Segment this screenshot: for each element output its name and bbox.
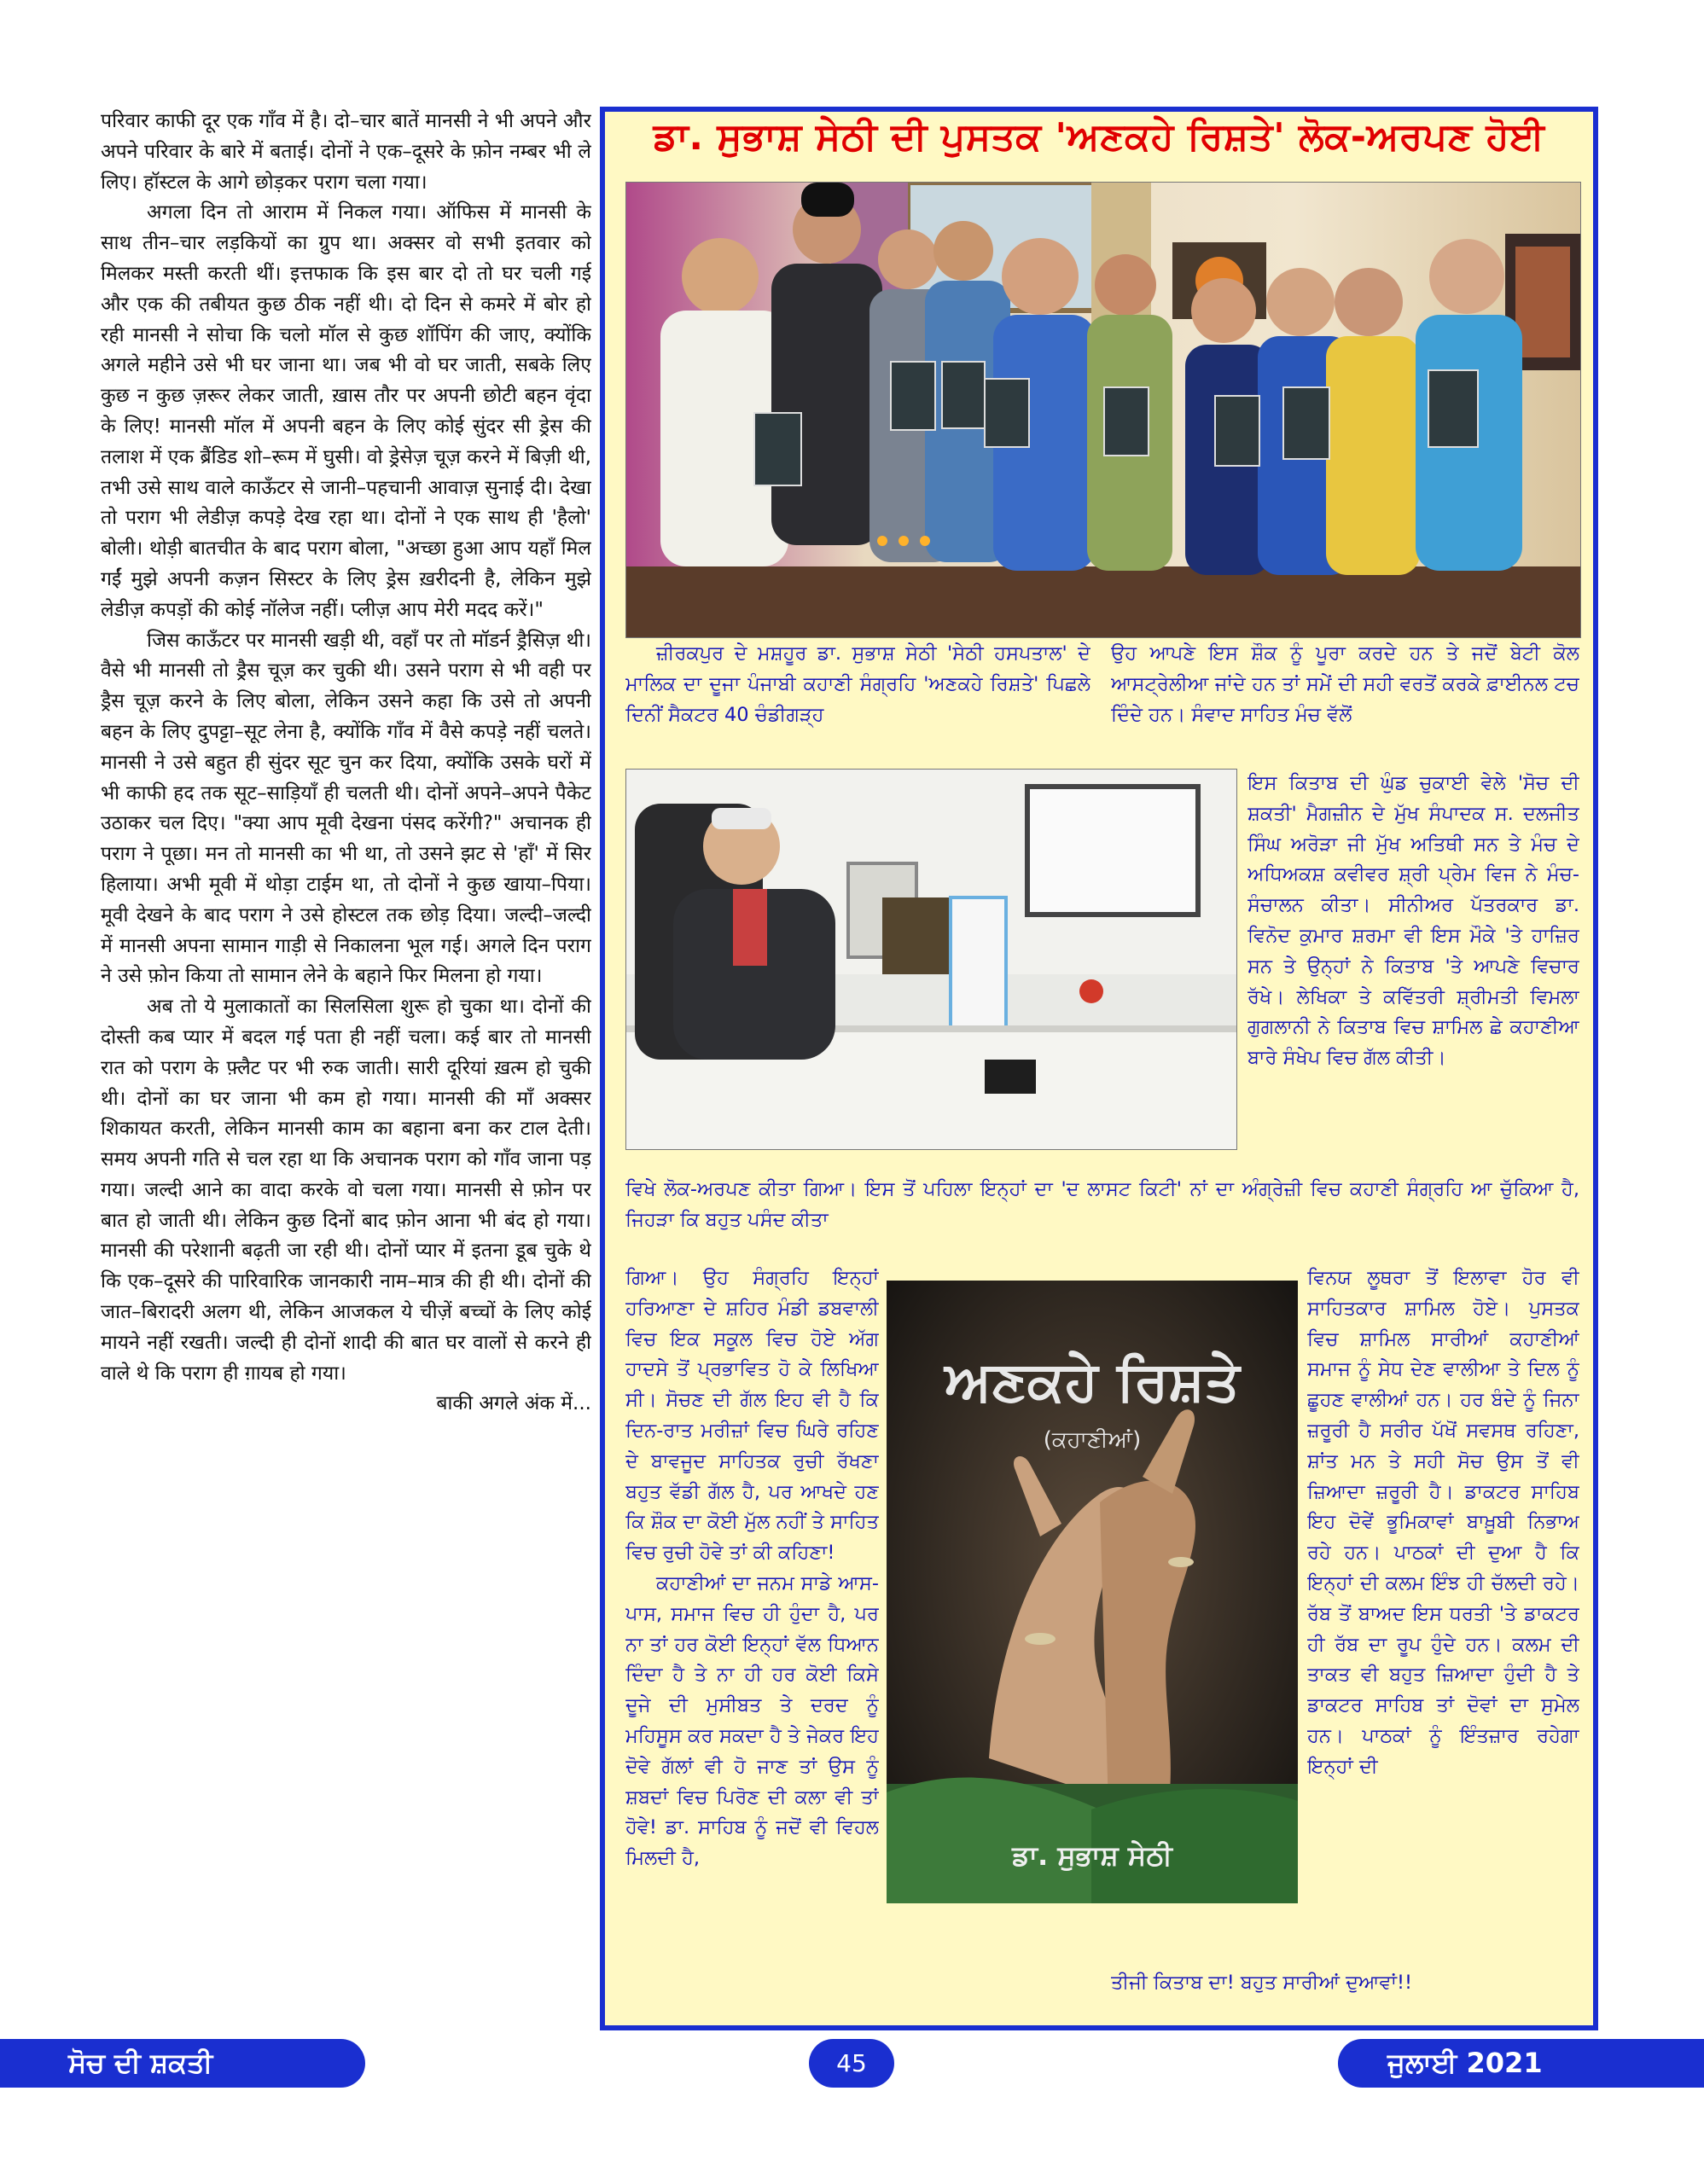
story-paragraph: अब तो ये मुलाकातों का सिलसिला शुरू हो चुका था। दोनों की दोस्ती कब प्यार में बदल गई पता ही नहीं चला। कई बार तो मानसी रात को पराग के फ़्लैट पर भी रुक जाती। सारी दूरियां ख़त्म हो चुकी थी। दोनों का घर जाना भी कम हो गया। मानसी की माँ अक्सर शिकायत करती, लेकिन मानसी काम का बहाना बना कर टाल देती। समय अपनी गति से चल रहा था कि अचानक पराग को गाँव जाना पड़ गया। जल्दी आने का वादा करके वो चला गया। मानसी से फ़ोन पर बात हो जाती थी। लेकिन कुछ दिनों बाद फ़ोन आना भी बंद हो गया। मानसी की परेशानी बढ़ती जा रही थी। दोनों प्यार में इतना डूब चुके थे कि एक–दूसरे की पारिवारिक जानकारी नाम–मात्र की ही थी। दोनों की जात–बिरादरी अलग थी, लेकिन आजकल ये चीज़ें बच्चों के लिए कोई मायने नहीं रखती। जल्दी ही दोनों शादी की बात घर वालों से करने ही वाले थे कि पराग ही ग़ायब हो गया। xyxy=(101,996,591,1385)
article-text-block xyxy=(1307,1263,1579,1920)
author-office-photo xyxy=(625,769,1237,1150)
book-cover-image xyxy=(887,1281,1298,1903)
article-paragraph: ਇਸ ਕਿਤਾਬ ਦੀ ਘੁੰਡ ਚੁਕਾਈ ਵੇਲੇ 'ਸੋਚ ਦੀ ਸ਼ਕਤੀ' ਮੈਗਜ਼ੀਨ ਦੇ ਮੁੱਖ ਸੰਪਾਦਕ ਸ. ਦਲਜੀਤ ਸਿੰਘ ਅਰੋੜਾ ਜੀ ਮੁੱਖ ਅਤਿਥੀ ਸਨ ਤੇ ਮੰਚ ਦੇ ਅਧਿਅਕਸ਼ ਕਵੀਵਰ ਸ਼੍ਰੀ ਪ੍ਰੇਮ ਵਿਜ ਨੇ ਮੰਚ-ਸੰਚਾਲਨ ਕੀਤਾ। ਸੀਨੀਅਰ ਪੱਤਰਕਾਰ ਡਾ. ਵਿਨੋਦ ਕੁਮਾਰ ਸ਼ਰਮਾ ਵੀ ਇਸ ਮੌਕੇ 'ਤੇ ਹਾਜ਼ਿਰ ਸਨ ਤੇ ਉਨ੍ਹਾਂ ਨੇ ਕਿਤਾਬ 'ਤੇ ਆਪਣੇ ਵਿਚਾਰ ਰੱਖੇ। ਲੇਖਿਕਾ ਤੇ ਕਵਿੱਤਰੀ ਸ਼੍ਰੀਮਤੀ ਵਿਮਲਾ ਗੁਗਲਾਨੀ ਨੇ ਕਿਤਾਬ ਵਿਚ ਸ਼ਾਮਿਲ ਛੇ ਕਹਾਣੀਆ ਬਾਰੇ ਸੰਖੇਪ ਵਿਚ ਗੱਲ ਕੀਤੀ। xyxy=(1247,772,1579,1070)
left-story-column xyxy=(101,107,591,1992)
story-paragraph: परिवार काफी दूर एक गाँव में है। दो–चार बातें मानसी ने भी अपने और अपने परिवार के बारे में बताई। दोनों ने एक–दूसरे के फ़ोन नम्बर भी ले लिए। हॉस्टल के आगे छोड़कर पराग चला गया। xyxy=(101,110,591,194)
article-paragraph: ਤੀਜੀ ਕਿਤਾਬ ਦਾ! ਬਹੁਤ ਸਾਰੀਆਂ ਦੁਆਵਾਂ!! xyxy=(1111,1972,1413,1994)
article-text-block xyxy=(625,1175,1579,1263)
book-launch-article xyxy=(600,107,1598,2030)
to-be-continued: बाकी अगले अंक में... xyxy=(436,1392,591,1415)
article-paragraph: ਜ਼ੀਰਕਪੁਰ ਦੇ ਮਸ਼ਹੂਰ ਡਾ. ਸੁਭਾਸ਼ ਸੇਠੀ 'ਸੇਠੀ ਹਸਪਤਾਲ' ਦੇ ਮਾਲਿਕ ਦਾ ਦੂਜਾ ਪੰਜਾਬੀ ਕਹਾਣੀ ਸੰਗ੍ਰਹਿ 'ਅਣਕਹੇ ਰਿਸ਼ਤੇ' ਪਿਛਲੇ ਦਿਨੀਂ ਸੈਕਟਰ 40 ਚੰਡੀਗੜ੍ਹ xyxy=(625,642,1090,726)
article-text-block xyxy=(1111,1968,1579,2028)
book-cover-author: ਡਾ. ਸੁਭਾਸ਼ ਸੇਠੀ xyxy=(1012,1839,1172,1872)
group-photo xyxy=(625,182,1581,638)
story-paragraph: जिस काऊँटर पर मानसी खड़ी थी, वहाँ पर तो मॉडर्न ड्रैसिज़ थी। वैसे भी मानसी तो ड्रैस चूज़ कर चुकी थी। उसने पराग से भी वही पर ड्रैस चूज़ करने के लिए बोला, लेकिन उसने कहा कि उसे तो अपनी बहन के लिए दुपट्टा–सूट लेना है, क्योंकि गाँव में वैसे कपड़े नहीं चलते। मानसी ने उसे बहुत ही सुंदर सूट चुन कर दिया, क्योंकि उसके घरों में भी काफी हद तक सूट–साड़ियाँ ही चलती थी। दोनों अपने–अपने पैकेट उठाकर चल दिए। "क्या आप मूवी देखना पंसद करेंगी?" अचानक ही पराग ने पूछा। मन तो मानसी का भी था, तो उसने झट से 'हाँ' में सिर हिलाया। अभी मूवी में थोड़ा टाईम था, तो दोनों ने कुछ खाया–पिया। मूवी देखने के बाद पराग ने उसे होस्टल तक छोड़ दिया। जल्दी–जल्दी में मानसी अपना सामान गाड़ी से निकालना भूल गई। अगले दिन पराग ने उसे फ़ोन किया तो सामान लेने के बहाने फिर मिलना हो गया। xyxy=(101,629,591,988)
article-paragraph: ਵਿਖੇ ਲੋਕ-ਅਰਪਣ ਕੀਤਾ ਗਿਆ। ਇਸ ਤੋਂ ਪਹਿਲਾ ਇਨ੍ਹਾਂ ਦਾ 'ਦ ਲਾਸਟ ਕਿਟੀ' ਨਾਂ ਦਾ ਅੰਗ੍ਰੇਜ਼ੀ ਵਿਚ ਕਹਾਣੀ ਸੰਗ੍ਰਹਿ ਆ ਚੁੱਕਿਆ ਹੈ, ਜਿਹੜਾ ਕਿ ਬਹੁਤ ਪਸੰਦ ਕੀਤਾ xyxy=(625,1178,1579,1231)
book-cover-title: ਅਣਕਹੇ ਰਿਸ਼ਤੇ xyxy=(945,1350,1240,1414)
article-headline: ਡਾ. ਸੁਭਾਸ਼ ਸੇਠੀ ਦੀ ਪੁਸਤਕ 'ਅਣਕਹੇ ਰਿਸ਼ਤੇ' ਲੋਕ-ਅਰਪਣ ਹੋਈ xyxy=(653,115,1545,159)
article-paragraph: ਕਹਾਣੀਆਂ ਦਾ ਜਨਮ ਸਾਡੇ ਆਸ-ਪਾਸ, ਸਮਾਜ ਵਿਚ ਹੀ ਹੁੰਦਾ ਹੈ, ਪਰ ਨਾ ਤਾਂ ਹਰ ਕੋਈ ਇਨ੍ਹਾਂ ਵੱਲ ਧਿਆਨ ਦਿੰਦਾ ਹੈ ਤੇ ਨਾ ਹੀ ਹਰ ਕੋਈ ਕਿਸੇ ਦੂਜੇ ਦੀ ਮੁਸੀਬਤ ਤੇ ਦਰਦ ਨੂੰ ਮਹਿਸੂਸ ਕਰ ਸਕਦਾ ਹੈ ਤੇ ਜੇਕਰ ਇਹ ਦੋਵੇ ਗੱਲਾਂ ਵੀ ਹੋ ਜਾਣ ਤਾਂ ਉਸ ਨੂੰ ਸ਼ਬਦਾਂ ਵਿਚ ਪਿਰੋਣ ਦੀ ਕਲਾ ਵੀ ਤਾਂ ਹੋਵੇ! ਡਾ. ਸਾਹਿਬ ਨੂੰ ਜਦੋਂ ਵੀ ਵਿਹਲ ਮਿਲਦੀ ਹੈ, xyxy=(625,1571,879,1870)
article-paragraph: ਉਹ ਆਪਣੇ ਇਸ ਸ਼ੌਕ ਨੂੰ ਪੂਰਾ ਕਰਦੇ ਹਨ ਤੇ ਜਦੋਂ ਬੇਟੀ ਕੋਲ ਆਸਟ੍ਰੇਲੀਆ ਜਾਂਦੇ ਹਨ ਤਾਂ ਸਮੇਂ ਦੀ ਸਹੀ ਵਰਤੋਂ ਕਰਕੇ ਫ਼ਾਈਨਲ ਟਚ ਦਿੰਦੇ ਹਨ। ਸੰਵਾਦ ਸਾਹਿਤ ਮੰਚ ਵੱਲੋਂ xyxy=(1111,642,1579,726)
article-paragraph: ਗਿਆ। ਉਹ ਸੰਗ੍ਰਹਿ ਇਨ੍ਹਾਂ ਹਰਿਆਣਾ ਦੇ ਸ਼ਹਿਰ ਮੰਡੀ ਡਬਵਾਲੀ ਵਿਚ ਇਕ ਸਕੂਲ ਵਿਚ ਹੋਏ ਅੱਗ ਹਾਦਸੇ ਤੋਂ ਪ੍ਰਭਾਵਿਤ ਹੋ ਕੇ ਲਿਖਿਆ ਸੀ। ਸੋਚਣ ਦੀ ਗੱਲ ਇਹ ਵੀ ਹੈ ਕਿ ਦਿਨ-ਰਾਤ ਮਰੀਜ਼ਾਂ ਵਿਚ ਘਿਰੇ ਰਹਿਣ ਦੇ ਬਾਵਜੂਦ ਸਾਹਿਤਕ ਰੁਚੀ ਰੱਖਣਾ ਬਹੁਤ ਵੱਡੀ ਗੱਲ ਹੈ, ਪਰ ਆਖਦੇ ਹਣ ਕਿ ਸ਼ੌਕ ਦਾ ਕੋਈ ਮੁੱਲ ਨਹੀਂ ਤੇ ਸਾਹਿਤ ਵਿਚ ਰੁਚੀ ਹੋਵੇ ਤਾਂ ਕੀ ਕਹਿਣਾ! xyxy=(625,1267,879,1565)
footer-magazine-name: ਸੋਚ ਦੀ ਸ਼ਕਤੀ xyxy=(0,2039,365,2088)
footer-issue-date: ਜੁਲਾਈ 2021 xyxy=(1338,2039,1704,2088)
footer-page-number: 45 xyxy=(809,2039,894,2088)
story-paragraph: अगला दिन तो आराम में निकल गया। ऑफिस में मानसी के साथ तीन–चार लड़कियों का ग्रुप था। अक्सर वो सभी इतवार को मिलकर मस्ती करती थीं। इत्तफाक कि इस बार दो तो घर चली गई और एक की तबीयत कुछ ठीक नहीं थी। दो दिन से कमरे में बोर हो रही मानसी ने सोचा कि चलो मॉल से कुछ शॉपिंग की जाए, क्योंकि अगले महीने उसे भी घर जाना था। जब भी वो घर जाती, सबके लिए कुछ न कुछ ज़रूर लेकर जाती, ख़ास तौर पर अपनी छोटी बहन वृंदा के लिए! मानसी मॉल में अपनी बहन के लिए कोई सुंदर सी ड्रेस की तलाश में एक ब्रैंडिड शो–रूम में घुसी। वो ड्रेसेज़ चूज़ करने में बिज़ी थी, तभी उसे साथ वाले काऊँटर से जानी–पहचानी आवाज़ सुनाई दी। देखा तो पराग भी लेडीज़ कपड़े देख रहा था। दोनों ने एक साथ ही 'हैलो' बोली। थोड़ी बातचीत के बाद पराग बोला, "अच्छा हुआ आप यहाँ मिल गईं मुझे अपनी कज़न सिस्टर के लिए ड्रेस ख़रीदनी है, लेकिन मुझे लेडीज़ कपड़ों की कोई नॉलेज नहीं। प्लीज़ आप मेरी मदद करें।" xyxy=(101,201,591,621)
article-text-block xyxy=(625,1263,879,2030)
article-text-block xyxy=(1111,639,1579,765)
book-cover-subtitle: (ਕਹਾਣੀਆਂ) xyxy=(1043,1427,1142,1453)
article-text-block xyxy=(625,639,1090,765)
article-paragraph: ਵਿਨਯ ਲੂਥਰਾ ਤੋਂ ਇਲਾਵਾ ਹੋਰ ਵੀ ਸਾਹਿਤਕਾਰ ਸ਼ਾਮਿਲ ਹੋਏ। ਪੁਸਤਕ ਵਿਚ ਸ਼ਾਮਿਲ ਸਾਰੀਆਂ ਕਹਾਣੀਆਂ ਸਮਾਜ ਨੂੰ ਸੇਧ ਦੇਣ ਵਾਲੀਆ ਤੇ ਦਿਲ ਨੂੰ ਛੂਹਣ ਵਾਲੀਆਂ ਹਨ। ਹਰ ਬੰਦੇ ਨੂੰ ਜਿਨਾ ਜ਼ਰੂਰੀ ਹੈ ਸਰੀਰ ਪੱਖੋਂ ਸਵਸਥ ਰਹਿਣਾ, ਸ਼ਾਂਤ ਮਨ ਤੇ ਸਹੀ ਸੋਚ ਉਸ ਤੋਂ ਵੀ ਜ਼ਿਆਦਾ ਜ਼ਰੂਰੀ ਹੈ। ਡਾਕਟਰ ਸਾਹਿਬ ਇਹ ਦੋਵੇਂ ਭੂਮਿਕਾਵਾਂ ਬਾਖ਼ੂਬੀ ਨਿਭਾਅ ਰਹੇ ਹਨ। ਪਾਠਕਾਂ ਦੀ ਦੁਆ ਹੈ ਕਿ ਇਨ੍ਹਾਂ ਦੀ ਕਲਮ ਇੰਝ ਹੀ ਚੱਲਦੀ ਰਹੇ। ਰੱਬ ਤੋਂ ਬਾਅਦ ਇਸ ਧਰਤੀ 'ਤੇ ਡਾਕਟਰ ਹੀ ਰੱਬ ਦਾ ਰੂਪ ਹੁੰਦੇ ਹਨ। ਕਲਮ ਦੀ ਤਾਕਤ ਵੀ ਬਹੁਤ ਜ਼ਿਆਦਾ ਹੁੰਦੀ ਹੈ ਤੇ ਡਾਕਟਰ ਸਾਹਿਬ ਤਾਂ ਦੋਵਾਂ ਦਾ ਸੁਮੇਲ ਹਨ। ਪਾਠਕਾਂ ਨੂੰ ਇੰਤਜ਼ਾਰ ਰਹੇਗਾ ਇਨ੍ਹਾਂ ਦੀ xyxy=(1307,1267,1579,1778)
